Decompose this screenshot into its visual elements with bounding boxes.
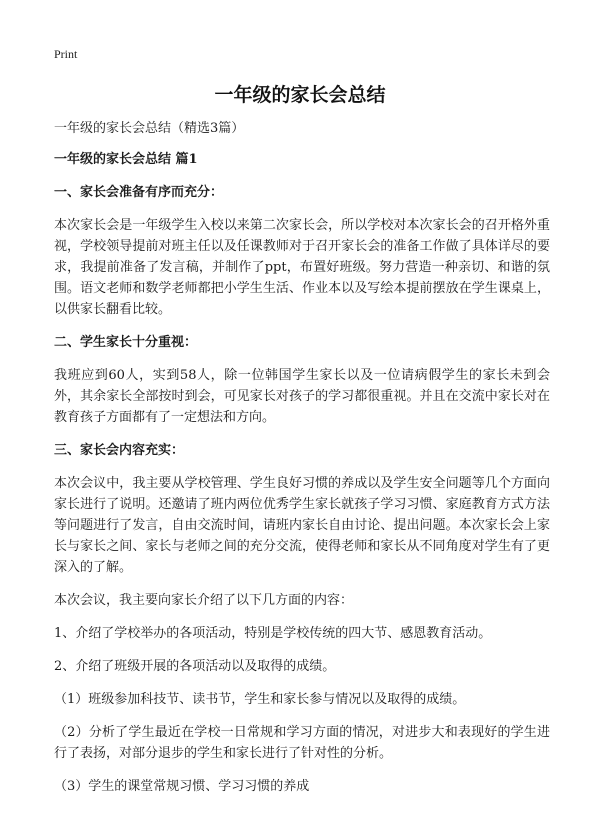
section-paragraph: 本次会议中，我主要从学校管理、学生良好习惯的养成以及学生安全问题等几个方面向家长进行了说明。还邀请了班内两位优秀学生家长就孩子学习习惯、家庭教育方式方法等问题进行了发言，自由交流时间，请班内家长自由讨论、提出问题。本次家长会上家长与家长之间、家长与老师之间的充分交流，使得老师和家长从不同角度对学生有了更深入的了解。 — [54, 476, 550, 575]
section-paragraph: 本次家长会是一年级学生入校以来第二次家长会，所以学校对本次家长会的召开格外重视，学校领导提前对班主任以及任课教师对于召开家长会的准备工作做了具体详尽的要求，我提前准备了发言稿，并制作了ppt，布置好班级。努力营造一种亲切、和谐的氛围。语文老师和数学老师都把小学生生活、作业本以及写绘本提前摆放在学生课桌上，以供家长翻看比较。 — [54, 218, 550, 317]
sub-list-item: （1）班级参加科技节、读书节，学生和家长参与情况以及取得的成绩。 — [54, 692, 466, 707]
sub-list-item: （2）分析了学生最近在学校一日常规和学习方面的情况，对进步大和表现好的学生进行了表扬，对部分退步的学生和家长进行了针对性的分析。 — [54, 725, 550, 761]
document-subtitle: 一年级的家长会总结（精选3篇） — [54, 121, 245, 136]
article-heading: 一年级的家长会总结 篇1 — [54, 152, 198, 167]
section-paragraph: 我班应到60人，实到58人，除一位韩国学生家长以及一位请病假学生的家长未到会外，其余家长全部按时到会，可见家长对孩子的学习都很重视。并且在交流中家长对在教育孩子方面都有了一定想法和方向。 — [54, 368, 550, 425]
list-item: 2、介绍了班级开展的各项活动以及取得的成绩。 — [54, 659, 336, 674]
document-title: 一年级的家长会总结 — [214, 84, 386, 106]
section-paragraph: 本次会议，我主要向家长介绍了以下几方面的内容： — [54, 593, 354, 608]
list-item: 1、介绍了学校举办的各项活动，特别是学校传统的四大节、感恩教育活动。 — [54, 626, 492, 641]
section-heading: 三、家长会内容充实： — [54, 443, 185, 458]
sub-list-item: （3）学生的课堂常规习惯、学习习惯的养成 — [54, 779, 310, 794]
section-heading: 二、学生家长十分重视： — [54, 335, 198, 350]
document-body — [54, 118, 550, 809]
section-heading: 一、家长会准备有序而充分： — [54, 185, 224, 200]
print-label: Print — [54, 47, 78, 61]
